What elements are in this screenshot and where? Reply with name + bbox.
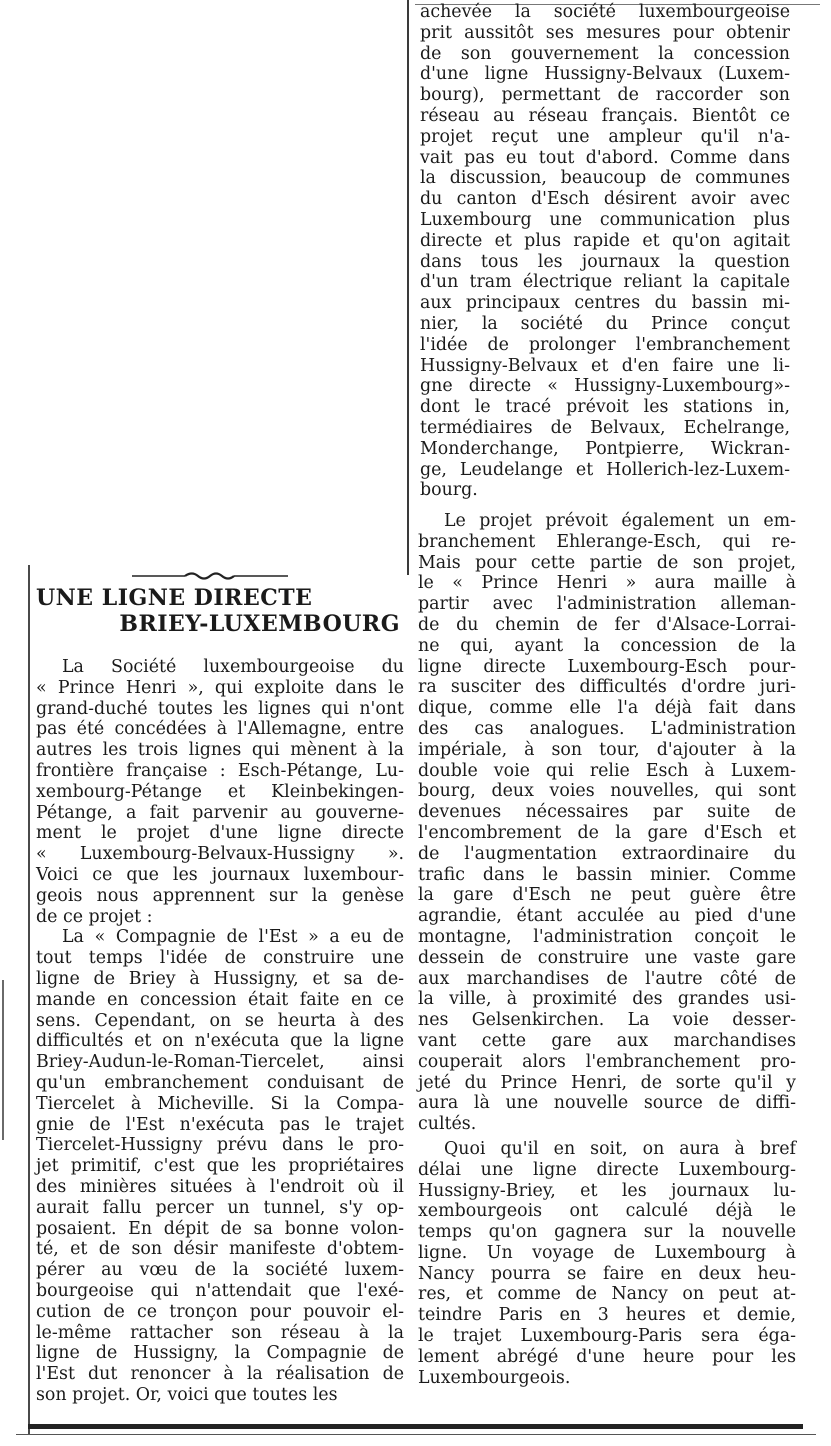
article-headline — [36, 585, 404, 637]
headline-line-2: BRIEY-LUXEMBOURG — [119, 611, 400, 637]
text-line: lement abrégé d'une heure pour les — [418, 1346, 796, 1367]
text-line: l'Est dut renoncer à la réalisation de — [36, 1364, 404, 1385]
text-line: partir avec l'administration alleman- — [418, 594, 796, 615]
text-line: teindre Paris en 3 heures et demie, — [418, 1305, 796, 1326]
text-line: des cas analogues. L'administration — [418, 718, 796, 739]
text-line: nes Gelsenkirchen. La voie desser- — [418, 1010, 796, 1031]
text-line: le « Prince Henri » aura maille à — [418, 573, 796, 594]
column-rule-center — [407, 0, 409, 575]
text-line: qu'un embranchement conduisant de — [36, 1072, 404, 1093]
text-line: son projet. Or, voici que toutes les — [36, 1384, 338, 1405]
text-line: frontière française : Esch-Pétange, Lu- — [36, 760, 404, 781]
text-line: ligne de Hussigny, la Compagnie de — [36, 1343, 404, 1364]
text-line: aux marchandises de l'autre côté de — [418, 968, 796, 989]
text-line: agrandie, étant acculée au pied d'une — [418, 906, 796, 927]
text-line: « Luxembourg-Belvaux-Hussigny ». — [36, 844, 404, 865]
text-line: dique, comme elle l'a déjà fait dans — [418, 698, 796, 719]
text-line: du canton d'Esch désirent avoir avec — [420, 189, 790, 210]
text-line: Tiercelet-Hussigny prévu dans le pro- — [36, 1135, 404, 1156]
text-line: nier, la société du Prince conçut — [420, 313, 790, 334]
text-line: cution de ce tronçon pour pouvoir el- — [36, 1301, 404, 1322]
text-line: pas été concédées à l'Allemagne, entre — [36, 719, 404, 740]
left-column-text — [36, 657, 404, 1406]
text-line: Luxembourgeois. — [418, 1367, 571, 1388]
text-line: Luxembourg une communication plus — [420, 209, 790, 230]
text-line: des minières situées à l'endroit où il — [36, 1176, 404, 1197]
text-line: vait pas eu tout d'abord. Comme dans — [420, 147, 790, 168]
text-line: vant cette gare aux marchandises — [418, 1030, 796, 1051]
text-line: Pétange, a fait parvenir au gouverne- — [36, 802, 404, 823]
text-line: Le projet prévoit également un em- — [444, 511, 796, 531]
text-line: aux principaux centres du bassin mi- — [420, 293, 790, 314]
text-line: branchement Ehlerange-Esch, qui re- — [418, 531, 796, 552]
paragraph — [36, 657, 404, 927]
text-line: réseau au réseau français. Bientôt ce — [420, 105, 790, 126]
text-line: Tiercelet à Micheville. Si la Compa- — [36, 1093, 404, 1114]
text-line: de ce projet : — [36, 906, 153, 927]
paragraph — [418, 1139, 796, 1389]
text-line: autres les trois lignes qui mènent à la — [36, 740, 404, 761]
text-line: jeté du Prince Henri, de sorte qu'il y — [418, 1072, 796, 1093]
headline-ornament — [130, 569, 290, 583]
text-line: prit aussitôt ses mesures pour obtenir — [420, 22, 790, 43]
right-column-top-text — [420, 2, 790, 501]
text-line: Monderchange, Pontpierre, Wickran- — [420, 438, 790, 459]
text-line: le-même rattacher son réseau à la — [36, 1322, 404, 1343]
text-line: la ville, à proximité des grandes usi- — [418, 989, 796, 1010]
right-column-bottom-text — [418, 511, 796, 1388]
text-line: Voici ce que les journaux luxembour- — [36, 864, 404, 885]
text-line: trafic dans le bassin minier. Comme — [418, 864, 796, 885]
text-line: de du chemin de fer d'Alsace-Lorrai- — [418, 614, 796, 635]
text-line: directe et plus rapide et qu'on agitait — [420, 230, 790, 251]
text-line: Hussigny-Belvaux et d'en faire une li- — [420, 355, 790, 376]
paragraph — [418, 511, 796, 1135]
text-line: bourg, deux voies nouvelles, qui sont — [418, 781, 796, 802]
text-line: termédiaires de Belvaux, Echelrange, — [420, 417, 790, 438]
text-line: ligne. Un voyage de Luxembourg à — [418, 1242, 796, 1263]
paragraph — [36, 927, 404, 1405]
text-line: té, et de son désir manifeste d'obtem- — [36, 1239, 404, 1260]
text-line: gne directe « Hussigny-Luxembourg»- — [420, 376, 790, 397]
bottom-rule-thick — [28, 1424, 803, 1429]
text-line: la discussion, beaucoup de communes — [420, 168, 790, 189]
text-line: de son gouvernement la concession — [420, 43, 790, 64]
text-line: jet primitif, c'est que les propriétaires — [36, 1156, 404, 1177]
column-rule-outer — [2, 980, 4, 1140]
text-line: bourg. — [420, 480, 478, 501]
text-line: grand-duché toutes les lignes qui n'ont — [36, 698, 404, 719]
column-rule-left — [28, 565, 30, 1435]
text-line: xembourg-Pétange et Kleinbekingen- — [36, 781, 404, 802]
text-line: l'idée de prolonger l'embranchement — [420, 334, 790, 355]
text-line: Nancy pourra se faire en deux heu- — [418, 1263, 796, 1284]
text-line: ge, Leudelange et Hollerich-lez-Luxem- — [420, 459, 790, 480]
text-line: ne qui, ayant la concession de la — [418, 635, 796, 656]
text-line: aura là une nouvelle source de diffi- — [418, 1093, 796, 1114]
text-line: achevée la société luxembourgeoise — [420, 2, 790, 22]
text-line: ment le projet d'une ligne directe — [36, 823, 404, 844]
text-line: difficultés et on n'exécuta que la ligne — [36, 1031, 404, 1052]
text-line: bourg), permettant de raccorder son — [420, 85, 790, 106]
text-line: cultés. — [418, 1114, 477, 1135]
text-line: ligne de Briey à Hussigny, et sa de- — [36, 968, 404, 989]
text-line: devenues nécessaires par suite de — [418, 802, 796, 823]
text-line: dessein de construire une vaste gare — [418, 947, 796, 968]
text-line: la gare d'Esch ne peut guère être — [418, 885, 796, 906]
text-line: ra susciter des difficultés d'ordre juri- — [418, 677, 796, 698]
text-line: ligne directe Luxembourg-Esch pour- — [418, 656, 796, 677]
text-line: de l'augmentation extraordinaire du — [418, 843, 796, 864]
text-line: temps qu'on gagnera sur la nouvelle — [418, 1222, 796, 1243]
text-line: bourgeoise qui n'attendait que l'exé- — [36, 1280, 404, 1301]
paragraph — [420, 2, 790, 501]
text-line: délai une ligne directe Luxembourg- — [418, 1159, 796, 1180]
text-line: Hussigny-Briey, et les journaux lu- — [418, 1180, 796, 1201]
text-line: La Société luxembourgeoise du — [62, 657, 404, 677]
text-line: geois nous apprennent sur la genèse — [36, 885, 404, 906]
text-line: couperait alors l'embranchement pro- — [418, 1051, 796, 1072]
text-line: « Prince Henri », qui exploite dans le — [36, 677, 404, 698]
text-line: tout temps l'idée de construire une — [36, 948, 404, 969]
text-line: sens. Cependant, on se heurta à des — [36, 1010, 404, 1031]
text-line: Mais pour cette partie de son projet, — [418, 552, 796, 573]
text-line: double voie qui relie Esch à Luxem- — [418, 760, 796, 781]
text-line: pérer au vœu de la société luxem- — [36, 1260, 404, 1281]
text-line: impériale, à son tour, d'ajouter à la — [418, 739, 796, 760]
text-line: posaient. En dépit de sa bonne volon- — [36, 1218, 404, 1239]
text-line: aurait fallu percer un tunnel, s'y op- — [36, 1197, 404, 1218]
text-line: dans tous les journaux la question — [420, 251, 790, 272]
text-line: d'une ligne Hussigny-Belvaux (Luxem- — [420, 64, 790, 85]
text-line: La « Compagnie de l'Est » a eu de — [62, 927, 404, 948]
text-line: montagne, l'administration conçoit le — [418, 926, 796, 947]
text-line: Briey-Audun-le-Roman-Tiercelet, ainsi — [36, 1052, 404, 1073]
text-line: xembourgeois ont calculé déjà le — [418, 1201, 796, 1222]
text-line: l'encombrement de la gare d'Esch et — [418, 822, 796, 843]
text-line: d'un tram électrique reliant la capitale — [420, 272, 790, 293]
text-line: dont le tracé prévoit les stations in, — [420, 397, 790, 418]
text-line: res, et comme de Nancy on peut at- — [418, 1284, 796, 1305]
bottom-rule-thin — [16, 1434, 816, 1435]
text-line: mande en concession était faite en ce — [36, 989, 404, 1010]
text-line: le trajet Luxembourg-Paris sera éga- — [418, 1326, 796, 1347]
text-line: Quoi qu'il en soit, on aura à bref — [444, 1138, 796, 1159]
headline-line-1: UNE LIGNE DIRECTE — [36, 585, 313, 611]
text-line: projet reçut une ampleur qu'il n'a- — [420, 126, 790, 147]
text-line: gnie de l'Est n'exécuta pas le trajet — [36, 1114, 404, 1135]
